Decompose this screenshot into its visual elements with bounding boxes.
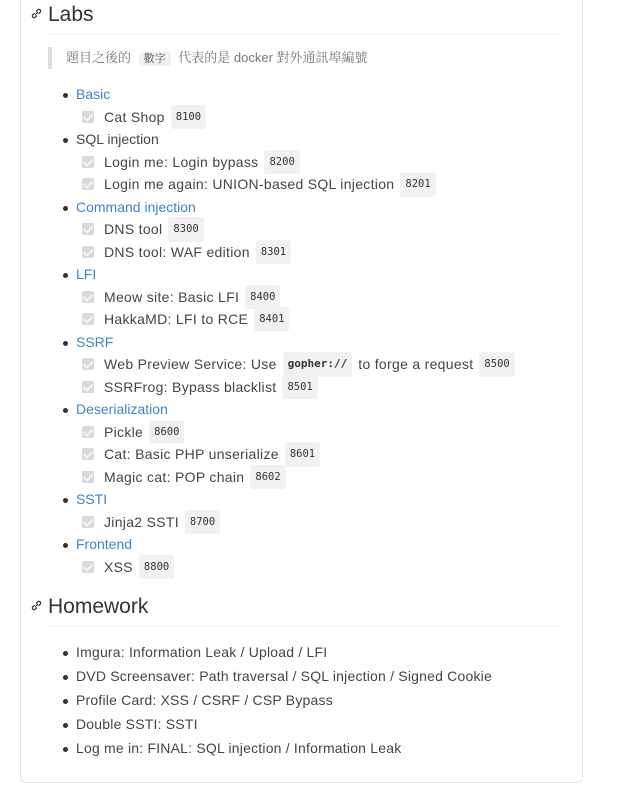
task-text: Login me: Login bypass [104, 153, 259, 170]
labs-divider [48, 34, 557, 35]
task-text: Login me again: UNION-based SQL injection [104, 176, 395, 192]
task-item [82, 376, 515, 399]
labs-heading [30, 3, 94, 27]
topic-label[interactable]: SSTI [76, 491, 108, 507]
task-item [82, 556, 515, 579]
port-badge: 8602 [250, 465, 285, 490]
port-badge: 8201 [400, 172, 435, 197]
checkbox-checked-icon[interactable] [82, 448, 94, 460]
port-badge: 8401 [254, 307, 289, 332]
topic-item [62, 128, 515, 196]
port-note-blockquote [48, 47, 368, 69]
checkbox-checked-icon[interactable] [82, 291, 94, 303]
task-text: Cat Shop [104, 108, 165, 125]
port-badge: 8800 [139, 555, 174, 580]
homework-divider [48, 626, 557, 627]
task-item [82, 241, 515, 264]
task-text: DNS tool: WAF edition [104, 243, 250, 260]
port-badge: 8700 [185, 510, 220, 535]
topic-item [62, 83, 515, 128]
labs-topic-list [62, 83, 515, 578]
port-badge: 8301 [256, 240, 291, 265]
topic-item [62, 331, 515, 399]
topic-item [62, 263, 515, 331]
task-text: Magic cat: POP chain [104, 468, 245, 485]
port-badge: 8601 [285, 442, 320, 467]
topic-item [62, 533, 515, 578]
checkbox-checked-icon[interactable] [82, 561, 94, 573]
link-icon[interactable] [30, 599, 46, 615]
checkbox-checked-icon[interactable] [82, 111, 94, 123]
task-text: Meow site: Basic LFI [104, 288, 240, 305]
note-text-after: 代表的是 docker 對外通訊埠編號 [178, 50, 368, 65]
task-text-after: to forge a request [358, 356, 474, 372]
topic-label[interactable]: Frontend [76, 536, 133, 552]
note-badge: 數字 [139, 52, 171, 66]
checkbox-checked-icon[interactable] [82, 426, 94, 438]
task-text: SSRFrog: Bypass blacklist [104, 378, 277, 395]
port-badge: 8501 [282, 375, 317, 400]
task-item [82, 308, 515, 331]
task-text: Web Preview Service: Use [104, 356, 277, 372]
inline-code: gopher:// [283, 352, 353, 377]
topic-label[interactable]: Command injection [76, 198, 196, 215]
task-item [82, 151, 515, 174]
task-item [82, 218, 515, 241]
port-badge: 8400 [245, 285, 280, 310]
link-icon[interactable] [30, 7, 46, 23]
task-text: HakkaMD: LFI to RCE [104, 311, 249, 327]
port-badge: 8600 [149, 420, 184, 445]
port-badge: 8200 [264, 150, 299, 175]
checkbox-checked-icon[interactable] [82, 156, 94, 168]
task-item [82, 286, 515, 309]
task-text: Pickle [104, 423, 144, 440]
topic-item [62, 196, 515, 264]
topic-label[interactable]: LFI [76, 266, 97, 282]
homework-heading [30, 595, 148, 619]
port-badge: 8100 [171, 105, 206, 130]
checkbox-checked-icon[interactable] [82, 246, 94, 258]
checkbox-checked-icon[interactable] [82, 223, 94, 235]
task-text: DNS tool [104, 221, 163, 237]
homework-item: Double SSTI: SSTI [62, 712, 492, 736]
task-item [82, 106, 515, 129]
checkbox-checked-icon[interactable] [82, 358, 94, 370]
task-item [82, 353, 515, 376]
port-badge: 8300 [168, 217, 203, 242]
labs-title: Labs [48, 3, 94, 26]
checkbox-checked-icon[interactable] [82, 471, 94, 483]
checkbox-checked-icon[interactable] [82, 178, 94, 190]
task-item [82, 443, 515, 466]
topic-label: SQL injection [76, 131, 159, 147]
topic-label[interactable]: Deserialization [76, 401, 168, 417]
task-item [82, 466, 515, 489]
task-text: Jinja2 SSTI [104, 513, 179, 530]
topic-label[interactable]: SSRF [76, 333, 114, 350]
homework-item: Log me in: FINAL: SQL injection / Information Leak [62, 736, 492, 760]
task-text: XSS [104, 558, 133, 575]
homework-item: Imgura: Information Leak / Upload / LFI [62, 640, 492, 664]
checkbox-checked-icon[interactable] [82, 381, 94, 393]
homework-title: Homework [48, 595, 149, 618]
homework-item: Profile Card: XSS / CSRF / CSP Bypass [62, 688, 492, 712]
topic-item [62, 488, 515, 533]
homework-item: DVD Screensaver: Path traversal / SQL injection / Signed Cookie [62, 664, 492, 688]
topic-label[interactable]: Basic [76, 86, 111, 102]
task-item [82, 173, 515, 196]
task-item [82, 421, 515, 444]
homework-list [62, 640, 492, 760]
checkbox-checked-icon[interactable] [82, 313, 94, 325]
topic-item [62, 398, 515, 488]
task-item [82, 511, 515, 534]
task-text: Cat: Basic PHP unserialize [104, 446, 279, 462]
checkbox-checked-icon[interactable] [82, 516, 94, 528]
note-text-before: 題目之後的 [66, 50, 132, 65]
port-badge: 8500 [479, 352, 514, 377]
